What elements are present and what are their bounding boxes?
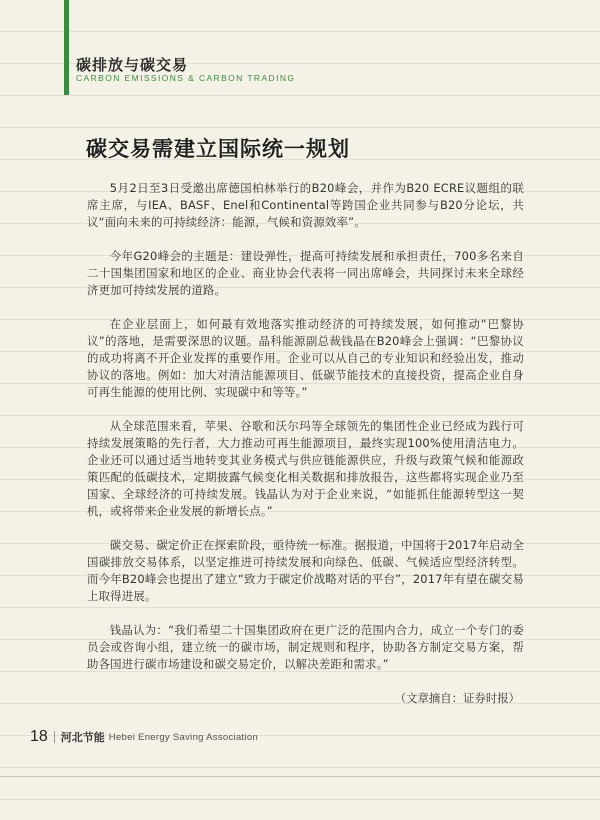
article-source: （文章摘自：证券时报） xyxy=(394,691,520,705)
paragraph: 钱晶认为：“我们希望二十国集团政府在更广泛的范围内合力，成立一个专门的委员会或咨询小组，建立统一的碳市场，制定规则和程序，协助各方制定交易方案，帮助各国进行碳市场建设和碳交易定价，以解决差距和需求。” xyxy=(87,623,524,671)
paragraph: 5月2日至3日受邀出席德国柏林举行的B20峰会，并作为B20 ECRE议题组的联席主席，与IEA、BASF、Enel和Continental等跨国企业共同参与B20分论坛，共议“面向未来的可持续经济：能源，气候和资源效率”。 xyxy=(87,181,524,229)
page-number: 18 xyxy=(30,728,48,745)
paragraph: 今年G20峰会的主题是：建设弹性，提高可持续发展和承担责任，700多名来自二十国集团国家和地区的企业、商业协会代表将一同出席峰会，共同探讨未来全球经济更加可持续发展的道路。 xyxy=(87,249,524,297)
paragraph: 碳交易、碳定价正在探索阶段，亟待统一标准。据报道，中国将于2017年启动全国碳排放交易体系，以坚定推进可持续发展和向绿色、低碳、气候适应型经济转型。而今年B20峰会也提出了建立“致力于碳定价战略对话的平台”，2017年有望在碳交易上取得进展。 xyxy=(87,538,524,603)
article-body xyxy=(87,180,524,690)
accent-bar xyxy=(64,0,69,95)
footer-rule xyxy=(0,776,600,777)
paragraph: 从全球范围来看，苹果、谷歌和沃尔玛等全球领先的集团性企业已经成为践行可持续发展策略的先行者，大力推动可再生能源项目，最终实现100%使用清洁电力。企业还可以通过适当地转变其业务模式与供应链能源供应，升级与政策气候和能源政策匹配的低碳技术，定期披露气候变化相关数据和排放报告，这些都将实现企业乃至国家、全球经济的可持续发展。钱晶认为对于企业来说，“如能抓住能源转型这一契机，或将带来企业发展的新增长点。” xyxy=(87,419,524,518)
footer-org-name: 河北节能 xyxy=(60,731,105,744)
page-footer xyxy=(30,728,258,746)
footer-org-name-en: Hebei Energy Saving Association xyxy=(108,731,259,743)
paragraph: 在企业层面上，如何最有效地落实推动经济的可持续发展，如何推动“巴黎协议”的落地，是需要深思的议题。晶科能源副总裁钱晶在B20峰会上强调：“巴黎协议的成功将离不开企业发挥的重要作用。企业可以从自己的专业知识和经验出发，推动协议的落地。例如：加大对清洁能源项目、低碳节能技术的直接投资，提高企业自身可再生能源的使用比例、实现碳中和等等。” xyxy=(87,317,524,399)
section-subtitle: CARBON EMISSIONS & CARBON TRADING xyxy=(76,73,296,83)
article-title: 碳交易需建立国际统一规划 xyxy=(86,137,350,161)
section-title: 碳排放与碳交易 xyxy=(76,56,189,74)
footer-divider xyxy=(54,731,55,743)
